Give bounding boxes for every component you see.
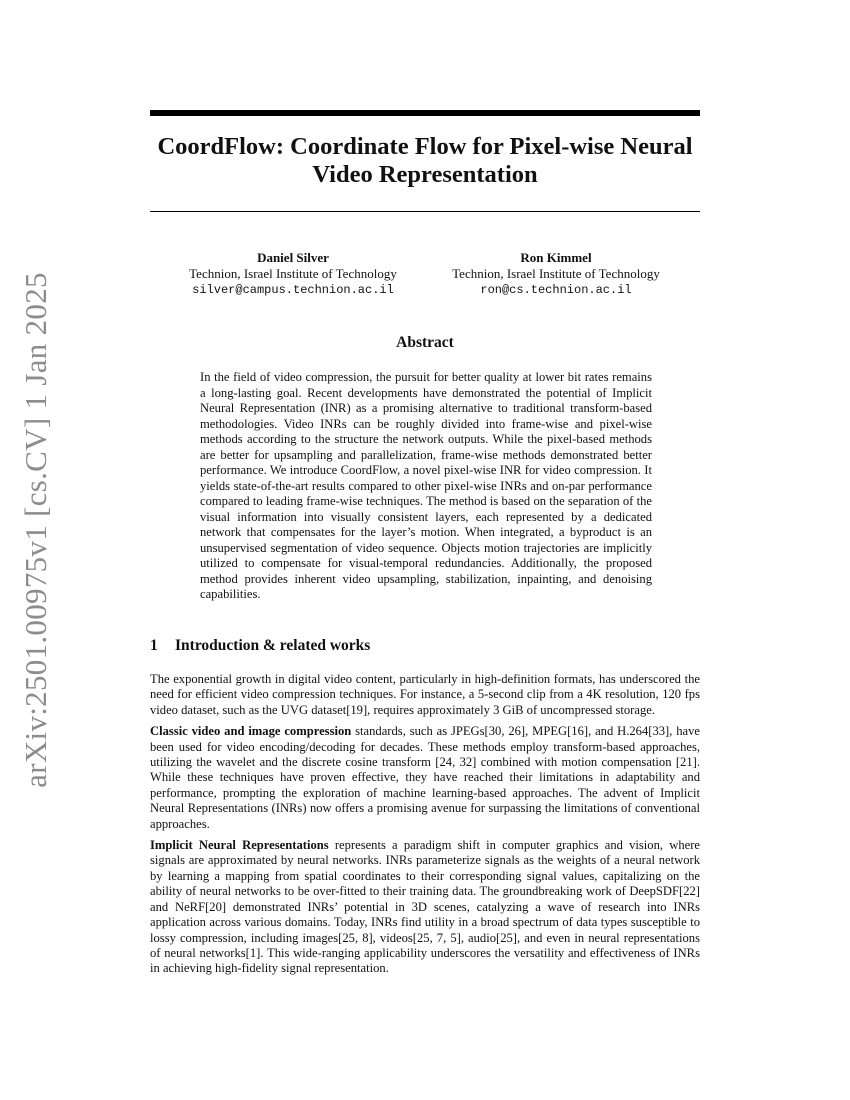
section-number: 1 <box>150 637 158 654</box>
paper-title: CoordFlow: Coordinate Flow for Pixel-wise Neural Video Representation <box>157 133 693 188</box>
paragraph-text: standards, such as JPEGs[30, 26], MPEG[16], and H.264[33], have been used for video encoding/decoding for decades. These methods employ transform-based approaches, utilizing the wavelet and the discrete cosine transform [24, 32] combined with motion compensation [21]. While these techniques have proven effective, they have reached their limitations in adaptability and performance, prompting the exploration of machine learning-based approaches. The advent of Implicit Neural Representations (INRs) now offers a promising avenue for surpassing the limitations of conventional approaches. <box>150 724 700 831</box>
author-affiliation: Technion, Israel Institute of Technology <box>452 266 660 281</box>
title-bottom-rule <box>150 211 700 212</box>
author-name: Daniel Silver <box>257 250 329 265</box>
abstract-text: In the field of video compression, the pursuit for better quality at lower bit rates remains a long-lasting goal. Recent developments have demonstrated the potential of Implicit Neural Representation (INR) as a promising alternative to traditional transform-based methodologies. Video INRs can be roughly divided into frame-wise and pixel-wise methods according to the structure the network outputs. While the pixel-based methods are better for upsampling and parallelization, frame-wise methods demonstrated better performance. We introduce CoordFlow, a novel pixel-wise INR for video compression. It yields state-of-the-art results compared to other pixel-wise INRs and on-par performance compared to leading frame-wise techniques. The method is based on the separation of the visual information into visually consistent layers, each represented by a dedicated network that compensates for the layer’s motion. When integrated, a byproduct is an unsupervised segmentation of video sequence. Objects motion trajectories are implicitly utilized to compensate for visual-temporal redundancies. Additionally, the proposed method provides inherent video upsampling, stabilization, inpainting, and denoising capabilities. <box>200 370 652 601</box>
paragraph <box>150 838 700 977</box>
paragraph <box>150 724 700 832</box>
section-heading <box>150 637 700 655</box>
paragraph-text: represents a paradigm shift in computer graphics and vision, where signals are approximated by neural networks. INRs parameterize signals as the weights of a neural network by learning a mapping from spatial coordinates to their corresponding signal values, capitalizing on the ability of neural networks to be over-fitted to their training data. The groundbreaking work of DeepSDF[22] and NeRF[20] demonstrated INRs’ potential in 3D scenes, catalyzing a wave of research into INRs application across various domains. Today, INRs find utility in a broad spectrum of data types susceptible to lossy compression, including images[25, 8], videos[25, 7, 5], audio[25], and even in neural representations of neural networks[1]. This wide-ranging applicability underscores the versatility and effectiveness of INRs in achieving high-fidelity signal representation. <box>150 838 700 976</box>
author-email: ron@cs.technion.ac.il <box>480 283 632 297</box>
author-name: Ron Kimmel <box>520 250 592 265</box>
section-body <box>150 672 700 983</box>
author-block <box>421 250 691 298</box>
title-top-rule <box>150 110 700 116</box>
arxiv-identifier: arXiv:2501.00975v1 [cs.CV] 1 Jan 2025 <box>18 272 53 788</box>
author-email: silver@campus.technion.ac.il <box>192 283 394 297</box>
author-block <box>158 250 428 298</box>
section-title: Introduction & related works <box>175 637 371 654</box>
paragraph-lead: Implicit Neural Representations <box>150 838 329 853</box>
paragraph-lead: Classic video and image compression <box>150 724 352 739</box>
paragraph-text: The exponential growth in digital video content, particularly in high-definition formats, has underscored the need for efficient video compression techniques. For instance, a 5-second clip from a 4K resolution, 120 fps video dataset, such as the UVG dataset[19], requires approximately 3 GiB of uncompressed storage. <box>150 672 700 717</box>
paragraph <box>150 672 700 718</box>
abstract-heading: Abstract <box>396 334 454 351</box>
author-affiliation: Technion, Israel Institute of Technology <box>189 266 397 281</box>
